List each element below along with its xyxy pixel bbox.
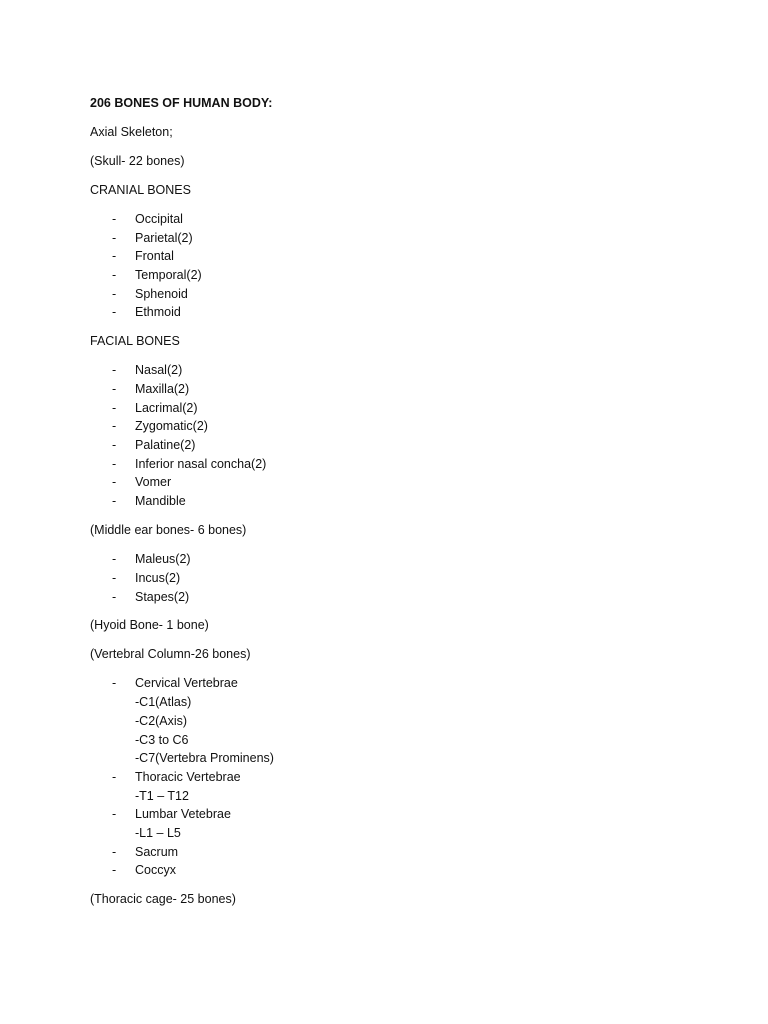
- document-page: [90, 94, 690, 919]
- dash-bullet: -: [112, 419, 117, 434]
- list-item: [90, 473, 690, 492]
- list-item-text: Occipital: [135, 211, 183, 226]
- vertebral-column-list: [90, 674, 690, 880]
- list-item-text: Lacrimal(2): [135, 400, 198, 415]
- list-item-text: Cervical Vertebrae: [135, 676, 238, 691]
- list-item-text: Zygomatic(2): [135, 419, 208, 434]
- dash-bullet: -: [112, 769, 117, 784]
- dash-bullet: -: [112, 268, 117, 282]
- list-item-text: Palatine(2): [135, 438, 196, 453]
- list-item-text: Frontal: [135, 249, 174, 264]
- list-item-text: Inferior nasal concha(2): [135, 456, 267, 471]
- list-item: [90, 285, 690, 304]
- dash-bullet: -: [112, 552, 117, 567]
- list-item: [90, 361, 690, 380]
- vertebral-column-heading: (Vertebral Column-26 bones): [90, 647, 251, 662]
- list-item-text: Incus(2): [135, 570, 181, 585]
- list-item: [90, 266, 690, 285]
- dash-bullet: -: [112, 456, 117, 471]
- list-item-text: Sphenoid: [135, 286, 188, 301]
- dash-bullet: -: [112, 676, 117, 691]
- thoracic-cage-heading: (Thoracic cage- 25 bones): [90, 892, 236, 907]
- list-item-text: Ethmoid: [135, 305, 181, 320]
- list-item-text: Maleus(2): [135, 552, 191, 567]
- dash-bullet: -: [112, 863, 117, 878]
- list-item-text: Stapes(2): [135, 589, 190, 604]
- list-item-text: Thoracic Vertebrae: [135, 769, 241, 784]
- list-item-text: Sacrum: [135, 844, 179, 859]
- sub-item-text: -C7(Vertebra Prominens): [135, 751, 274, 766]
- list-item: [90, 550, 690, 569]
- list-item: [90, 417, 690, 436]
- list-item: [90, 247, 690, 266]
- dash-bullet: -: [112, 438, 117, 453]
- dash-bullet: -: [112, 305, 117, 320]
- dash-bullet: -: [112, 286, 117, 301]
- document-title: 206 BONES OF HUMAN BODY:: [90, 96, 273, 110]
- sub-item-text: -T1 – T12: [135, 788, 189, 803]
- list-item: [90, 569, 690, 588]
- middle-ear-list: [90, 550, 690, 606]
- list-item-text: Temporal(2): [135, 268, 202, 282]
- list-item: [90, 380, 690, 399]
- list-item: [90, 455, 690, 474]
- sub-item-text: -L1 – L5: [135, 825, 181, 840]
- cranial-bones-list: [90, 210, 690, 322]
- dash-bullet: -: [112, 249, 117, 264]
- list-item: [90, 674, 690, 767]
- middle-ear-heading: (Middle ear bones- 6 bones): [90, 523, 247, 538]
- facial-bones-list: [90, 361, 690, 511]
- dash-bullet: -: [112, 844, 117, 859]
- dash-bullet: -: [112, 230, 117, 245]
- sub-item-text: -C1(Atlas): [135, 695, 192, 710]
- list-item: [90, 805, 690, 842]
- list-item-text: Nasal(2): [135, 363, 183, 378]
- list-item: [90, 229, 690, 248]
- dash-bullet: -: [112, 382, 117, 397]
- list-item-text: Parietal(2): [135, 230, 193, 245]
- list-item: [90, 210, 690, 229]
- skull-heading: (Skull- 22 bones): [90, 153, 185, 168]
- list-item: [90, 843, 690, 862]
- list-item: [90, 768, 690, 805]
- list-item: [90, 588, 690, 607]
- dash-bullet: -: [112, 494, 117, 509]
- list-item-text: Lumbar Vetebrae: [135, 807, 231, 822]
- list-item: [90, 861, 690, 880]
- list-item: [90, 399, 690, 418]
- dash-bullet: -: [112, 570, 117, 585]
- list-item: [90, 436, 690, 455]
- list-item: [90, 492, 690, 511]
- dash-bullet: -: [112, 475, 117, 490]
- cranial-bones-heading: CRANIAL BONES: [90, 182, 191, 197]
- facial-bones-heading: FACIAL BONES: [90, 334, 180, 349]
- sub-item-text: -C3 to C6: [135, 732, 189, 747]
- dash-bullet: -: [112, 363, 117, 378]
- sub-item-text: -C2(Axis): [135, 713, 188, 728]
- list-item-text: Coccyx: [135, 863, 176, 878]
- dash-bullet: -: [112, 211, 117, 226]
- dash-bullet: -: [112, 807, 117, 822]
- list-item-text: Mandible: [135, 494, 186, 509]
- list-item: [90, 303, 690, 322]
- dash-bullet: -: [112, 589, 117, 604]
- list-item-text: Maxilla(2): [135, 382, 190, 397]
- axial-skeleton-heading: Axial Skeleton;: [90, 124, 173, 139]
- hyoid-heading: (Hyoid Bone- 1 bone): [90, 618, 209, 633]
- list-item-text: Vomer: [135, 475, 172, 490]
- dash-bullet: -: [112, 400, 117, 415]
